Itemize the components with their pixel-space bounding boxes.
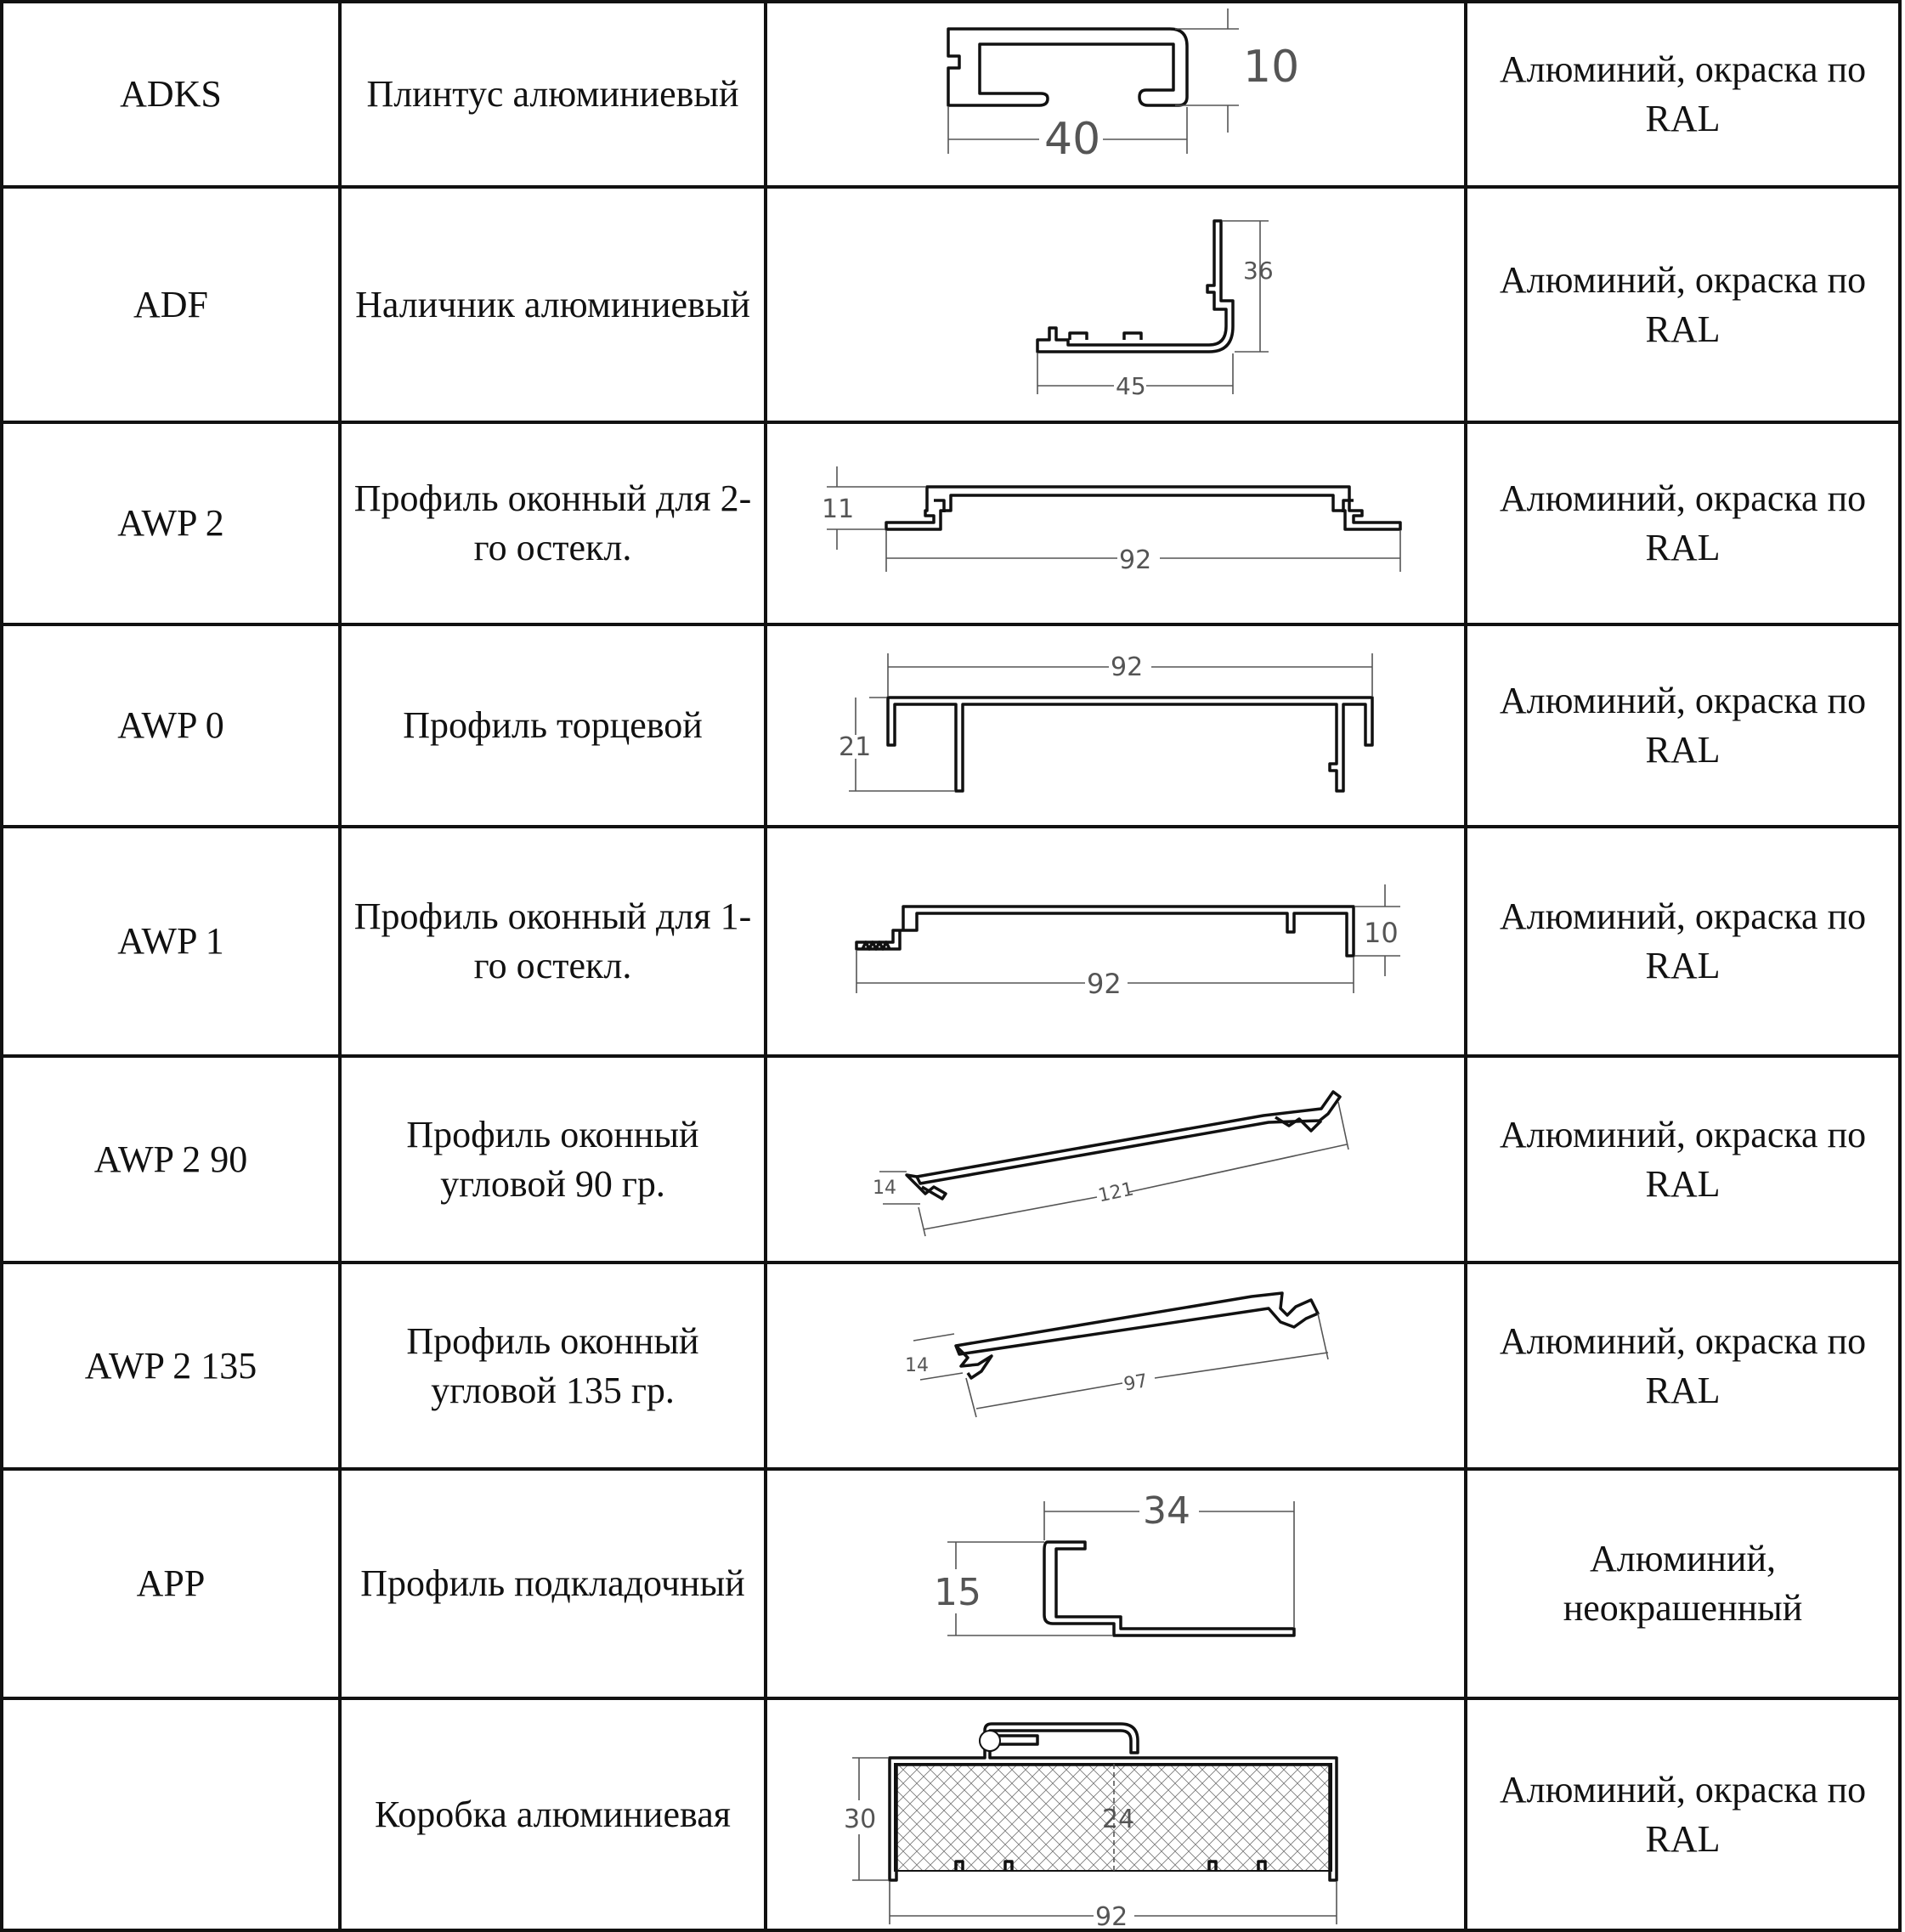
table-row [2,1698,1900,1930]
adf-profile-drawing [767,190,1466,420]
table-row [2,1056,1900,1263]
drawing-cell [766,2,1466,187]
material-cell: Алюминий, окраска по RAL [1466,1056,1900,1263]
dim-height [1355,884,1400,976]
table-row [2,422,1900,624]
dim-label: 14 [905,1355,929,1376]
dim-height [934,1542,1112,1635]
name-cell: Коробка алюминиевая [340,1698,766,1930]
dim-label: 30 [844,1805,877,1834]
dim-label: 92 [1119,545,1152,575]
material-cell: Алюминий, окраска по RAL [1466,1263,1900,1469]
dim-label: 14 [873,1178,896,1199]
dim-width [1037,353,1233,400]
drawing-cell [766,1698,1466,1930]
drawing-cell [766,827,1466,1056]
dim-width [966,1313,1328,1417]
awp0-profile-drawing [767,628,1466,823]
table-row [2,624,1900,827]
dim-height [1175,8,1299,133]
name-cell: Наличник алюминиевый [340,187,766,422]
dim-width [856,951,1354,1000]
dim-label: 24 [1102,1805,1135,1834]
dim-label: 36 [1243,256,1274,285]
seal-icon [980,1731,1000,1751]
dim-label: 92 [1087,968,1122,1000]
material-cell: Алюминий, окраска по RAL [1466,187,1900,422]
code-cell: ADKS [2,2,340,187]
name-cell: Плинтус алюминиевый [340,2,766,187]
code-cell: ADF [2,187,340,422]
dim-height [839,698,954,791]
drawing-cell [766,624,1466,827]
table-row [2,1469,1900,1698]
name-cell: Профиль торцевой [340,624,766,827]
awp2-135-profile-drawing [767,1266,1466,1466]
code-cell: AWP 0 [2,624,340,827]
drawing-cell [766,1056,1466,1263]
name-cell: Профиль оконный для 2-го остекл. [340,422,766,624]
table-row [2,187,1900,422]
dim-height [1223,221,1274,352]
dim-width [890,1882,1337,1930]
name-cell: Профиль оконный для 1-го остекл. [340,827,766,1056]
table-row [2,2,1900,187]
code-cell: AWP 2 [2,422,340,624]
dim-width [1044,1489,1294,1627]
dim-label: 92 [1111,652,1144,682]
dim-label: 97 [1122,1370,1150,1396]
name-cell: Профиль подкладочный [340,1469,766,1698]
table-row [2,827,1900,1056]
adks-profile-drawing [767,5,1466,184]
code-cell: AWP 2 90 [2,1056,340,1263]
material-cell: Алюминий, окраска по RAL [1466,1698,1900,1930]
awp2-90-profile-drawing [767,1059,1466,1259]
app-profile-drawing [767,1472,1466,1695]
drawing-cell [766,422,1466,624]
material-cell: Алюминий, окраска по RAL [1466,422,1900,624]
code-cell: AWP 2 135 [2,1263,340,1469]
dim-label: 10 [1243,42,1300,93]
dim-label: 40 [1044,114,1101,165]
dim-label: 92 [1095,1902,1128,1930]
awp2-profile-drawing [767,426,1466,621]
dim-width [886,531,1400,575]
code-cell: AWP 1 [2,827,340,1056]
dim-width [888,652,1372,696]
dim-label: 45 [1116,371,1146,400]
code-cell [2,1698,340,1930]
awp1-profile-drawing [767,830,1466,1053]
dim-label: 10 [1364,917,1399,949]
dim-label: 34 [1143,1489,1190,1533]
frame-box-drawing [767,1702,1466,1930]
material-cell: Алюминий, окраска по RAL [1466,2,1900,187]
dim-width [948,107,1187,165]
dim-height [844,1758,888,1880]
drawing-cell [766,1469,1466,1698]
drawing-cell [766,1263,1466,1469]
dim-label: 121 [1096,1178,1136,1207]
dim-label: 21 [839,732,872,762]
name-cell: Профиль оконный угловой 135 гр. [340,1263,766,1469]
material-cell: Алюминий, неокрашенный [1466,1469,1900,1698]
code-cell: APP [2,1469,340,1698]
drawing-cell [766,187,1466,422]
material-cell: Алюминий, окраска по RAL [1466,624,1900,827]
table-row [2,1263,1900,1469]
dim-label: 15 [934,1571,981,1614]
dim-height [822,466,925,550]
name-cell: Профиль оконный угловой 90 гр. [340,1056,766,1263]
dim-height [905,1334,963,1380]
dim-label: 11 [822,494,855,524]
material-cell: Алюминий, окраска по RAL [1466,827,1900,1056]
